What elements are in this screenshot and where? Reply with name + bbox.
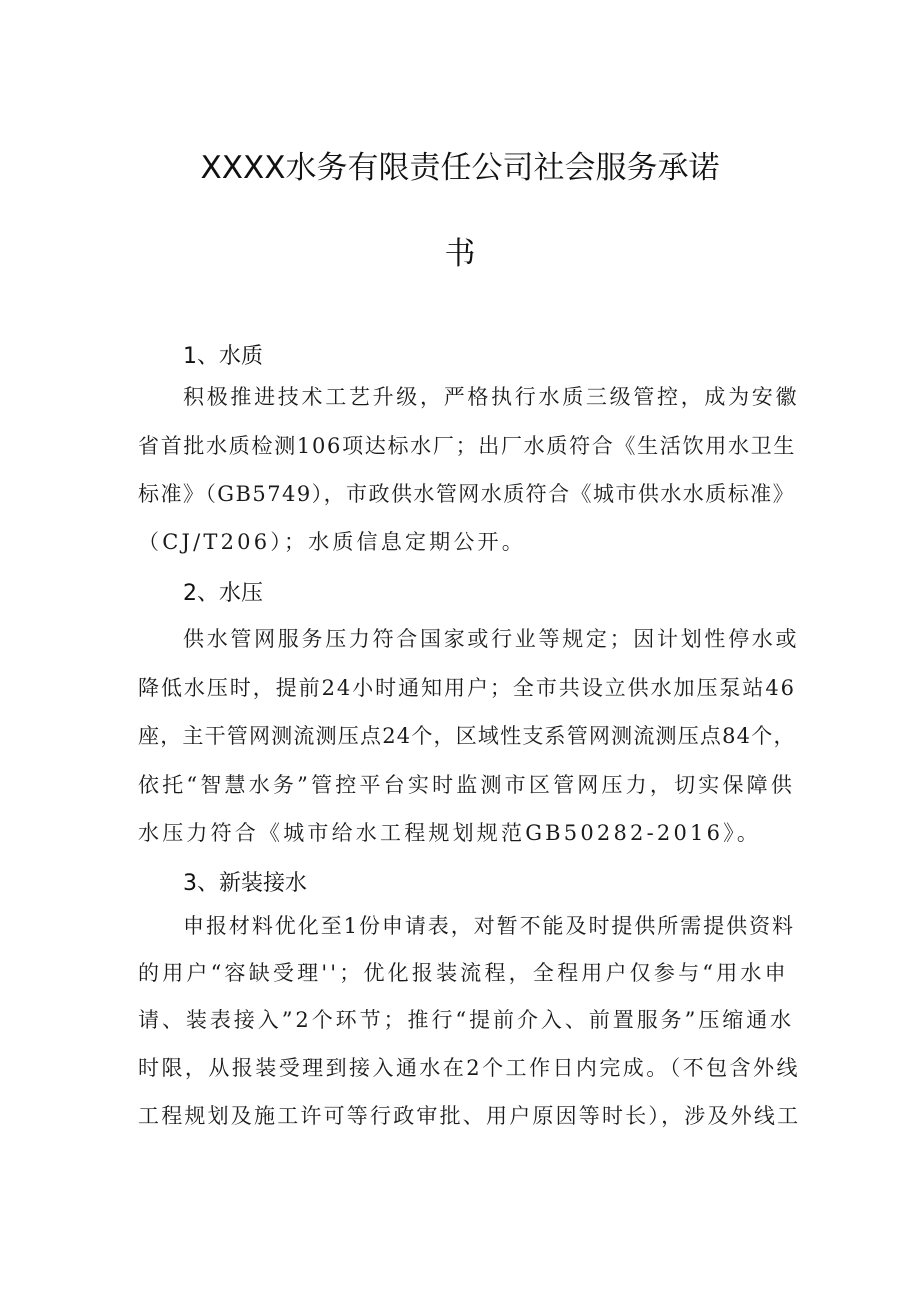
paragraph-line: 依托“智慧水务”管控平台实时监测市区管网压力，切实保障供 [138,773,796,797]
paragraph-line: 申报材料优化至1份申请表，对暂不能及时提供所需提供资料 [183,914,796,938]
paragraph-line: 水压力符合《城市给水工程规划规范GB50282-2016》。 [138,821,762,845]
paragraph-line: 标准》（GB5749），市政供水管网水质符合《城市供水水质标准》 [138,482,796,506]
section-heading-water-pressure: 2、水压 [183,581,263,606]
paragraph-line: 座，主干管网测流测压点24个，区域性支系管网测流测压点84个， [138,724,796,748]
paragraph-line: 降低水压时，提前24小时通知用户；全市共设立供水加压泵站46 [138,676,796,700]
paragraph-line: 请、装表接入”2个环节；推行“提前介入、前置服务”压缩通水 [138,1008,795,1032]
section-heading-new-connection: 3、新装接水 [183,871,307,896]
paragraph-line: 时限，从报装受理到接入通水在2个工作日内完成。（不包含外线 [138,1056,800,1080]
paragraph-line: 省首批水质检测106项达标水厂；出厂水质符合《生活饮用水卫生 [138,434,797,458]
section-heading-water-quality: 1、水质 [183,344,263,369]
document-title-line-1: XXXX水务有限责任公司社会服务承诺 [200,150,720,186]
paragraph-line: （CJ/T206）；水质信息定期公开。 [138,530,526,554]
paragraph-line: 供水管网服务压力符合国家或行业等规定；因计划性停水或 [183,627,800,651]
paragraph-line: 的用户“容缺受理''；优化报装流程，全程用户仅参与“用水申 [138,961,789,985]
paragraph-line: 工程规划及施工许可等行政审批、用户原因等时长），涉及外线工 [138,1104,801,1128]
document-title-line-2: 书 [444,236,476,272]
paragraph-line: 积极推进技术工艺升级，严格执行水质三级管控，成为安徽 [183,385,800,409]
